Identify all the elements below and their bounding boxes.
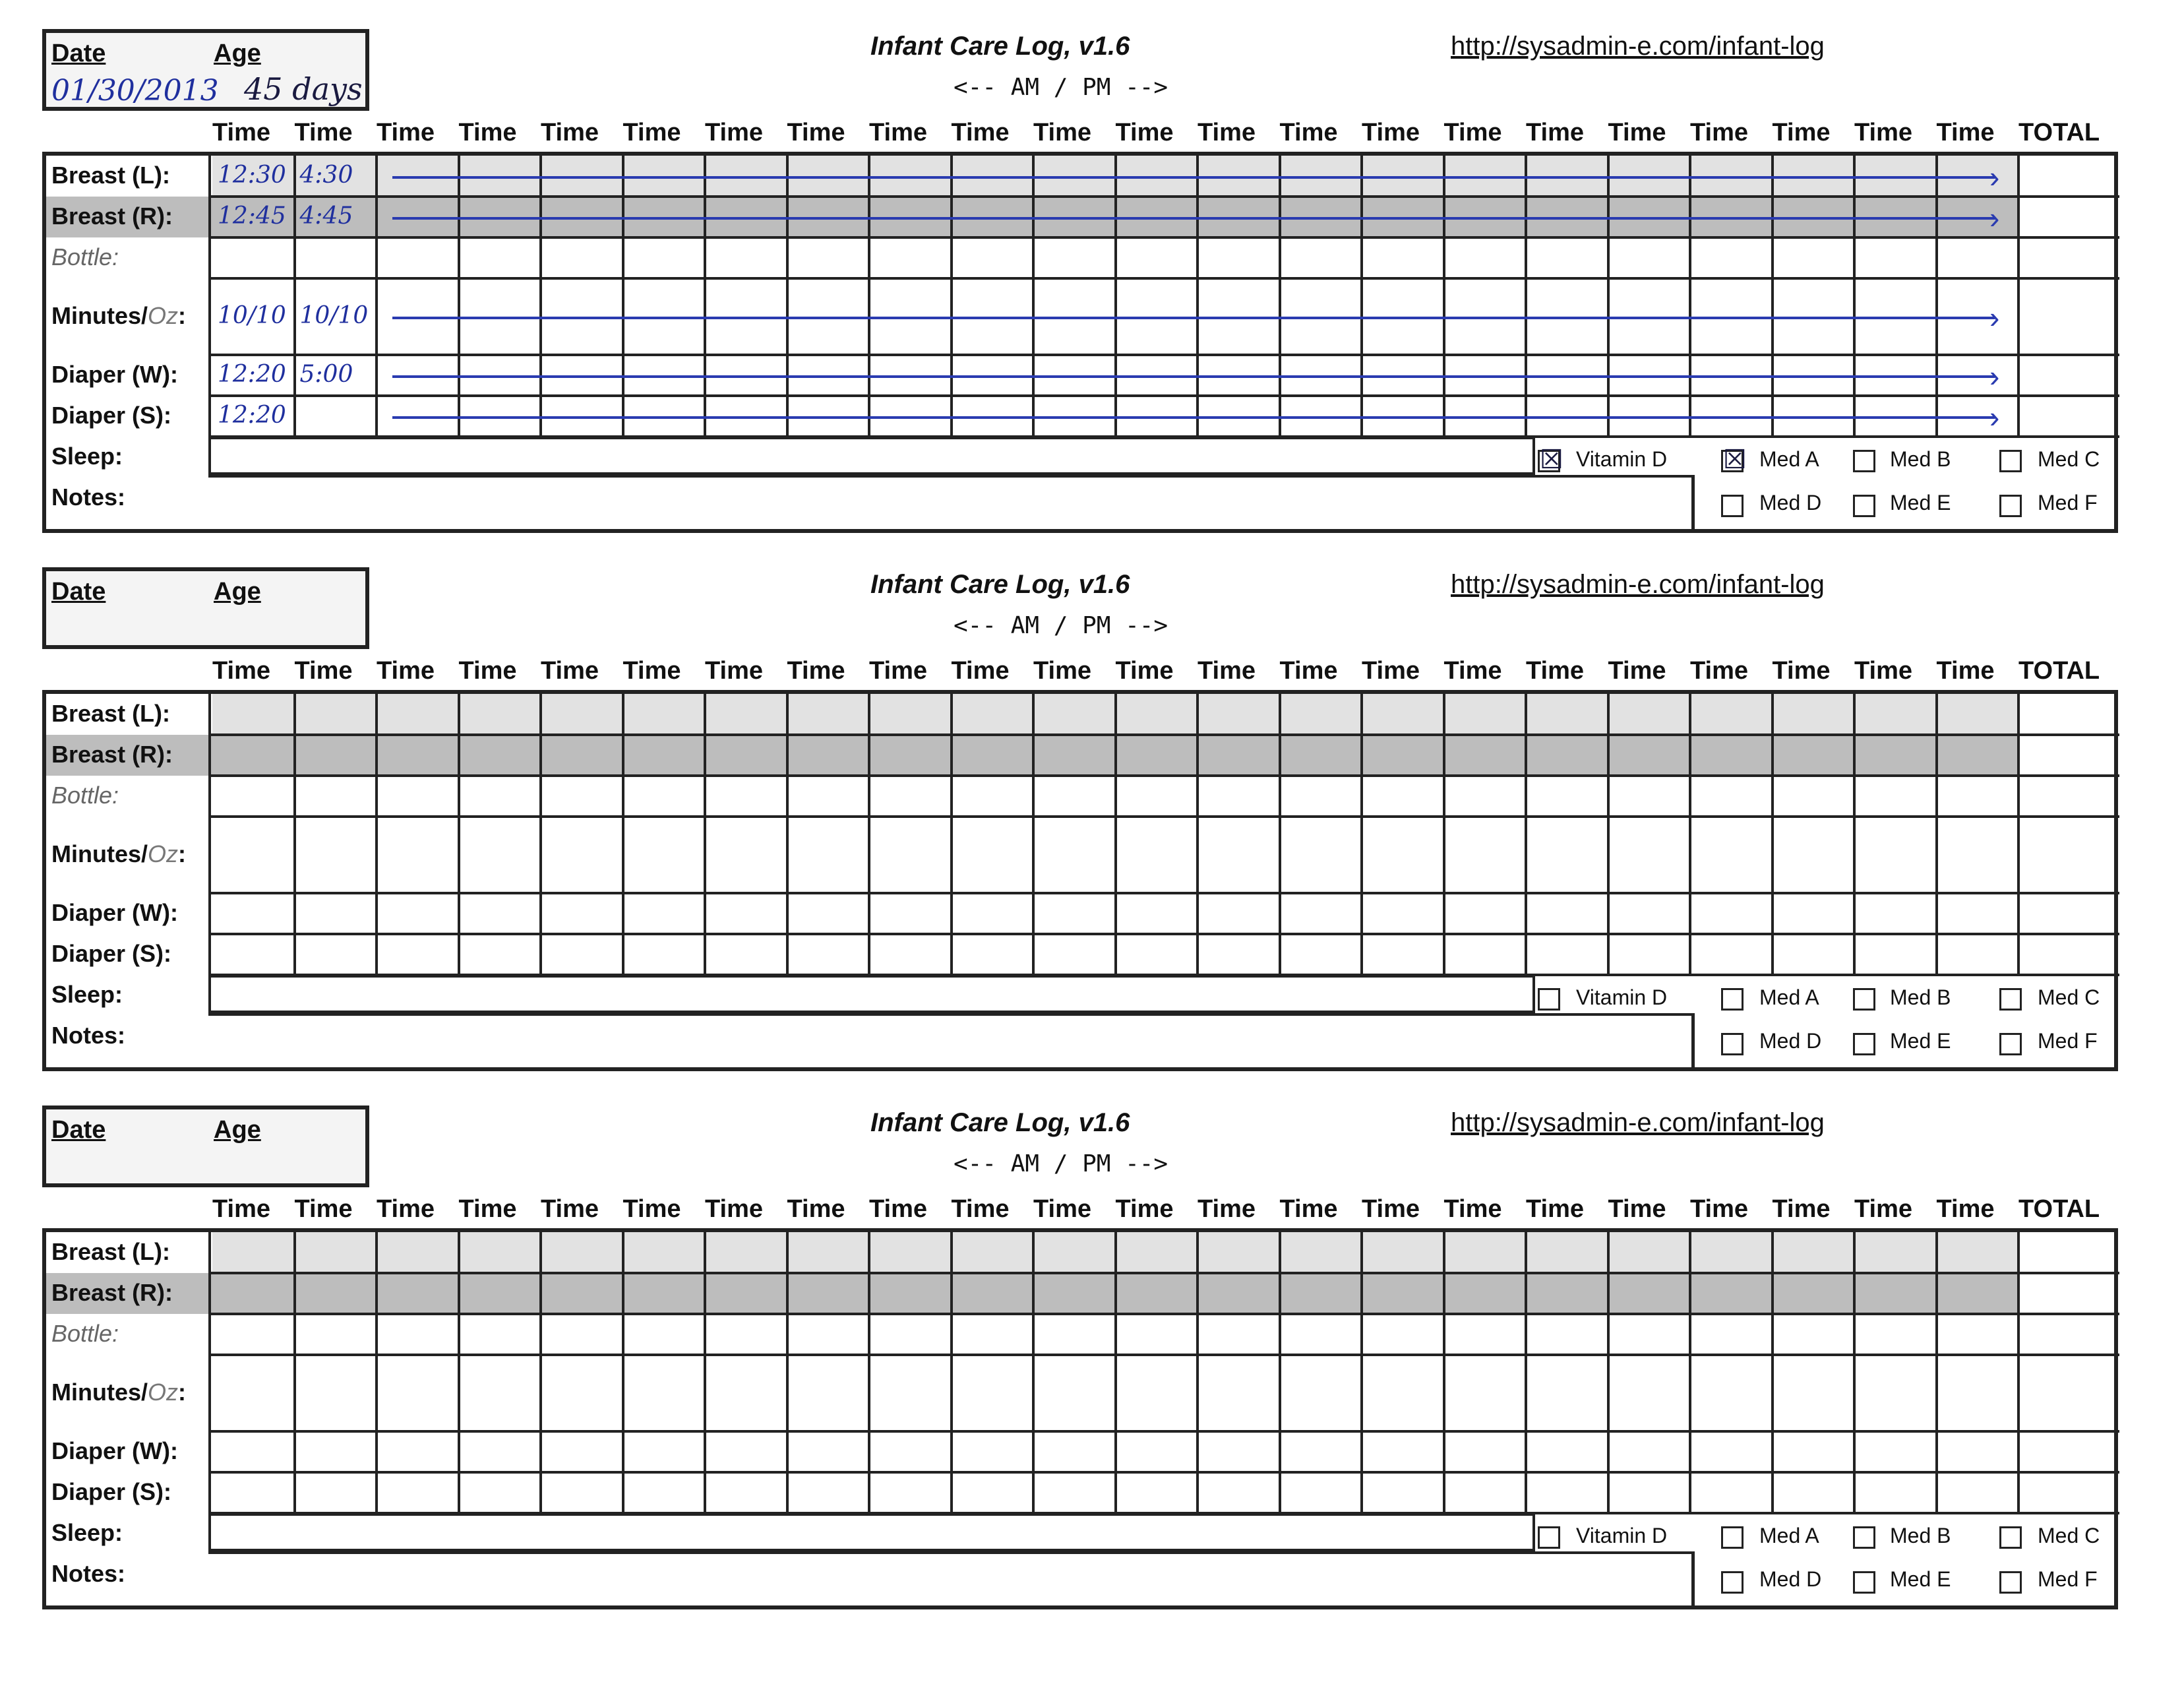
row-label-minutes: Minutes/Oz:	[51, 840, 187, 867]
med-label: Med A	[1759, 985, 1819, 1009]
time-column-header: Time	[377, 657, 435, 685]
grid-row-divider	[210, 733, 2119, 736]
time-column-divider	[1853, 156, 1856, 437]
time-column-header: Time	[869, 657, 928, 685]
time-column-header: Time	[1690, 1195, 1749, 1223]
log-grid	[42, 152, 2118, 533]
row-label-breast-l: Breast (L):	[51, 162, 171, 189]
med-label: Vitamin D	[1576, 447, 1668, 471]
med-label: Med B	[1890, 985, 1951, 1009]
time-column-divider	[1935, 156, 1938, 437]
care-log-1	[0, 0, 2184, 541]
total-column-header: TOTAL	[2018, 1195, 2100, 1223]
med-label: Med C	[2038, 447, 2100, 471]
time-column-divider	[375, 156, 378, 437]
row-label-breast-r: Breast (R):	[51, 741, 173, 768]
time-column-header: Time	[377, 1195, 435, 1223]
time-column-divider	[1114, 694, 1117, 975]
time-column-divider	[868, 156, 870, 437]
time-column-header: Time	[705, 119, 764, 146]
time-column-header: Time	[1033, 119, 1092, 146]
row-label-notes: Notes:	[51, 1022, 126, 1049]
time-column-header: Time	[1198, 1195, 1256, 1223]
time-column-header: Time	[1936, 657, 1995, 685]
row-label-diaper-w: Diaper (W):	[51, 899, 178, 926]
entry-diaper-w[interactable]: 12:20	[218, 361, 286, 388]
checkbox-med-b[interactable]	[1853, 450, 1875, 472]
time-column-header: Time	[1362, 657, 1420, 685]
row-label-bottle: Bottle:	[51, 1320, 119, 1347]
grid-row-divider	[210, 774, 2119, 777]
row-label-breast-r: Breast (R):	[51, 1279, 173, 1306]
time-column-divider	[1114, 1232, 1117, 1513]
time-column-header: Time	[705, 657, 764, 685]
time-column-divider	[539, 1232, 542, 1513]
med-label: Med D	[1759, 1029, 1822, 1053]
time-column-divider	[622, 1232, 624, 1513]
time-column-header: Time	[1690, 119, 1749, 146]
time-column-header: Time	[1772, 1195, 1831, 1223]
time-column-divider	[375, 694, 378, 975]
entry-diaper-s[interactable]: 12:20	[218, 402, 286, 429]
time-column-divider	[1525, 694, 1527, 975]
time-column-header: Time	[869, 1195, 928, 1223]
time-column-header: Time	[541, 1195, 599, 1223]
time-column-divider	[1935, 694, 1938, 975]
entry-minutes[interactable]: 10/10	[299, 302, 369, 329]
checkbox-vitamin-d[interactable]	[1538, 988, 1560, 1011]
continuation-line	[392, 416, 1995, 419]
med-label: Med F	[2038, 1567, 2098, 1591]
time-column-divider	[1279, 1232, 1281, 1513]
time-column-header: Time	[294, 119, 353, 146]
notes-input[interactable]	[208, 1551, 1695, 1605]
time-column-divider	[704, 694, 706, 975]
checkbox-med-d[interactable]	[1721, 1571, 1744, 1594]
time-column-header: Time	[622, 1195, 681, 1223]
checkbox-med-b[interactable]	[1853, 988, 1875, 1011]
sleep-input[interactable]	[208, 437, 1535, 475]
med-label: Med C	[2038, 1524, 2100, 1547]
time-column-header: Time	[541, 119, 599, 146]
time-column-divider	[1196, 694, 1199, 975]
time-column-header: Time	[1772, 657, 1831, 685]
checkbox-med-a[interactable]	[1721, 1526, 1744, 1549]
time-column-header: Time	[212, 1195, 271, 1223]
entry-breast-r[interactable]: 4:45	[299, 202, 353, 230]
arrow-right-icon: ›	[1989, 201, 2000, 235]
row-label-breast-l: Breast (L):	[51, 1238, 171, 1265]
time-column-divider	[704, 156, 706, 437]
time-column-divider	[293, 1232, 296, 1513]
time-column-header: Time	[622, 657, 681, 685]
care-log-2	[0, 538, 2184, 1079]
grid-row-divider	[210, 1313, 2119, 1315]
grid-row-divider	[210, 1430, 2119, 1433]
continuation-line	[392, 176, 1995, 179]
row-label-notes: Notes:	[51, 483, 126, 511]
time-column-divider	[1443, 156, 1445, 437]
notes-input[interactable]	[208, 1013, 1695, 1067]
time-column-divider	[1360, 1232, 1363, 1513]
time-column-divider	[1279, 156, 1281, 437]
entry-breast-r[interactable]: 12:45	[218, 202, 286, 230]
check-mark-icon: ☒	[1540, 445, 1563, 474]
time-column-header: Time	[951, 119, 1010, 146]
time-column-header: Time	[294, 657, 353, 685]
arrow-right-icon: ›	[1989, 160, 2000, 194]
am-pm-indicator: <-- AM / PM -->	[954, 74, 1168, 101]
arrow-right-icon: ›	[1989, 359, 2000, 393]
oz-label: Oz	[148, 1379, 179, 1406]
grid-row-divider	[210, 236, 2119, 239]
med-label: Med C	[2038, 985, 2100, 1009]
row-label-breast-l: Breast (L):	[51, 700, 171, 727]
time-column-divider	[293, 694, 296, 975]
time-column-divider	[1607, 1232, 1610, 1513]
checkbox-med-f[interactable]	[1999, 1033, 2022, 1055]
time-column-header: Time	[1198, 119, 1256, 146]
date-value[interactable]: 01/30/2013	[51, 74, 219, 108]
med-label: Med A	[1759, 1524, 1819, 1547]
time-column-header: Time	[212, 657, 271, 685]
time-column-divider	[1196, 156, 1199, 437]
time-column-divider	[1360, 694, 1363, 975]
time-column-header: Time	[458, 1195, 517, 1223]
med-label: Med D	[1759, 1567, 1822, 1591]
time-column-header: Time	[458, 657, 517, 685]
time-column-header: Time	[1033, 1195, 1092, 1223]
checkbox-med-f[interactable]	[1999, 495, 2022, 517]
log-title: Infant Care Log, v1.6	[870, 32, 1130, 61]
row-label-bottle: Bottle:	[51, 243, 119, 270]
time-column-header: Time	[1033, 657, 1092, 685]
grid-row-divider	[210, 277, 2119, 280]
time-column-divider	[1032, 694, 1035, 975]
time-column-header: Time	[541, 657, 599, 685]
grid-row-divider	[210, 394, 2119, 397]
continuation-line	[392, 375, 1995, 378]
time-column-header: Time	[1115, 119, 1174, 146]
time-column-header: Time	[951, 657, 1010, 685]
time-column-divider	[1360, 156, 1363, 437]
time-column-header: Time	[458, 119, 517, 146]
checkbox-med-e[interactable]	[1853, 495, 1875, 517]
row-label-diaper-s: Diaper (S):	[51, 940, 172, 967]
sleep-input[interactable]	[208, 975, 1535, 1013]
time-column-header: Time	[212, 119, 271, 146]
check-mark-icon: ☒	[1723, 445, 1747, 474]
oz-label: Oz	[148, 302, 179, 329]
date-label: Date	[51, 40, 106, 67]
time-column-divider	[1032, 156, 1035, 437]
time-column-header: Time	[705, 1195, 764, 1223]
entry-minutes[interactable]: 10/10	[218, 302, 286, 329]
checkbox-med-e[interactable]	[1853, 1571, 1875, 1594]
time-column-header: Time	[1443, 657, 1502, 685]
time-column-header: Time	[622, 119, 681, 146]
grid-row-divider	[210, 815, 2119, 818]
time-column-divider	[1771, 694, 1774, 975]
grid-row-divider	[210, 1471, 2119, 1474]
time-column-divider	[868, 694, 870, 975]
time-column-header: Time	[1362, 119, 1420, 146]
time-column-header: Time	[1854, 1195, 1913, 1223]
age-label: Age	[214, 578, 261, 606]
grid-row-divider	[210, 933, 2119, 935]
grid-row-divider	[210, 892, 2119, 894]
time-column-header: Time	[1279, 657, 1338, 685]
time-column-header: Time	[787, 1195, 845, 1223]
time-column-divider	[1771, 1232, 1774, 1513]
total-column-border	[2017, 694, 2020, 975]
total-column-header: TOTAL	[2018, 119, 2100, 146]
time-column-divider	[704, 1232, 706, 1513]
checkbox-med-f[interactable]	[1999, 1571, 2022, 1594]
med-label: Med F	[2038, 1029, 2098, 1053]
row-label-diaper-w: Diaper (W):	[51, 1437, 178, 1464]
med-label: Med D	[1759, 491, 1822, 514]
log-title: Infant Care Log, v1.6	[870, 570, 1130, 599]
arrow-right-icon: ›	[1989, 300, 2000, 334]
time-column-divider	[622, 156, 624, 437]
time-column-divider	[1689, 156, 1691, 437]
time-column-divider	[539, 694, 542, 975]
sleep-input[interactable]	[208, 1513, 1535, 1551]
time-column-divider	[375, 1232, 378, 1513]
time-column-header: Time	[1443, 119, 1502, 146]
checkbox-med-a[interactable]	[1721, 988, 1744, 1011]
time-column-divider	[1114, 156, 1117, 437]
time-column-header: Time	[377, 119, 435, 146]
time-column-divider	[622, 694, 624, 975]
time-column-header: Time	[1279, 119, 1338, 146]
grid-row-divider	[210, 195, 2119, 198]
time-column-divider	[1525, 1232, 1527, 1513]
time-column-divider	[1443, 1232, 1445, 1513]
total-column-border	[2017, 1232, 2020, 1513]
med-label: Vitamin D	[1576, 1524, 1668, 1547]
date-age-box	[42, 1106, 369, 1187]
row-label-diaper-w: Diaper (W):	[51, 361, 178, 388]
total-column-header: TOTAL	[2018, 657, 2100, 685]
date-label: Date	[51, 1116, 106, 1144]
time-column-header: Time	[1443, 1195, 1502, 1223]
age-label: Age	[214, 1116, 261, 1144]
time-column-divider	[458, 1232, 460, 1513]
med-label: Med E	[1890, 1029, 1951, 1053]
time-column-header: Time	[1279, 1195, 1338, 1223]
continuation-line	[392, 217, 1995, 220]
time-column-header: Time	[1198, 657, 1256, 685]
row-label-sleep: Sleep:	[51, 443, 123, 470]
checkbox-med-c[interactable]	[1999, 450, 2022, 472]
grid-row-divider	[210, 1354, 2119, 1356]
log-grid	[42, 1228, 2118, 1609]
checkbox-med-e[interactable]	[1853, 1033, 1875, 1055]
date-label: Date	[51, 578, 106, 606]
med-label: Med A	[1759, 447, 1819, 471]
log-url-link[interactable]: http://sysadmin-e.com/infant-log	[1451, 32, 1825, 61]
time-column-header: Time	[787, 657, 845, 685]
checkbox-med-c[interactable]	[1999, 988, 2022, 1011]
checkbox-med-a[interactable]	[1721, 445, 1747, 474]
continuation-line	[392, 317, 1995, 319]
time-column-header: Time	[1526, 119, 1585, 146]
time-column-divider	[786, 694, 789, 975]
date-age-box	[42, 567, 369, 649]
log-grid	[42, 690, 2118, 1071]
checkbox-med-d[interactable]	[1721, 495, 1744, 517]
log-title: Infant Care Log, v1.6	[870, 1108, 1130, 1137]
total-column-border	[2017, 156, 2020, 437]
log-url-link[interactable]: http://sysadmin-e.com/infant-log	[1451, 1108, 1825, 1137]
time-column-header: Time	[1936, 119, 1995, 146]
time-column-divider	[1032, 1232, 1035, 1513]
care-log-3	[0, 1076, 2184, 1617]
time-column-header: Time	[1115, 657, 1174, 685]
time-column-divider	[1935, 1232, 1938, 1513]
med-label: Vitamin D	[1576, 985, 1668, 1009]
time-column-header: Time	[1854, 657, 1913, 685]
time-column-divider	[1525, 156, 1527, 437]
time-column-divider	[1443, 694, 1445, 975]
time-column-divider	[950, 694, 953, 975]
grid-row-divider	[210, 354, 2119, 356]
time-column-divider	[1689, 1232, 1691, 1513]
time-column-divider	[1607, 694, 1610, 975]
row-label-minutes: Minutes/Oz:	[51, 1379, 187, 1406]
row-label-bottle: Bottle:	[51, 782, 119, 809]
grid-row-divider	[210, 1272, 2119, 1274]
time-column-header: Time	[787, 119, 845, 146]
checkbox-vitamin-d[interactable]	[1538, 445, 1563, 474]
age-value[interactable]: 45 days	[244, 71, 363, 107]
time-column-header: Time	[1690, 657, 1749, 685]
time-column-divider	[1689, 694, 1691, 975]
time-column-header: Time	[1608, 1195, 1666, 1223]
time-column-header: Time	[294, 1195, 353, 1223]
time-column-divider	[1771, 156, 1774, 437]
time-column-header: Time	[869, 119, 928, 146]
time-column-divider	[868, 1232, 870, 1513]
time-column-divider	[786, 1232, 789, 1513]
notes-input[interactable]	[208, 475, 1695, 529]
age-label: Age	[214, 40, 261, 67]
row-label-diaper-s: Diaper (S):	[51, 1478, 172, 1505]
med-label: Med E	[1890, 491, 1951, 514]
entry-diaper-w[interactable]: 5:00	[299, 361, 353, 388]
row-label-sleep: Sleep:	[51, 1519, 123, 1546]
time-column-header: Time	[1608, 657, 1666, 685]
am-pm-indicator: <-- AM / PM -->	[954, 612, 1168, 639]
time-column-divider	[950, 1232, 953, 1513]
date-age-box	[42, 29, 369, 111]
time-column-header: Time	[1608, 119, 1666, 146]
checkbox-vitamin-d[interactable]	[1538, 1526, 1560, 1549]
med-label: Med B	[1890, 447, 1951, 471]
checkbox-med-b[interactable]	[1853, 1526, 1875, 1549]
time-column-header: Time	[1526, 1195, 1585, 1223]
time-column-divider	[1853, 1232, 1856, 1513]
log-url-link[interactable]: http://sysadmin-e.com/infant-log	[1451, 570, 1825, 599]
med-label: Med B	[1890, 1524, 1951, 1547]
time-column-header: Time	[1854, 119, 1913, 146]
oz-label: Oz	[148, 840, 179, 867]
time-column-header: Time	[951, 1195, 1010, 1223]
checkbox-med-c[interactable]	[1999, 1526, 2022, 1549]
entry-breast-l[interactable]: 4:30	[299, 162, 353, 189]
time-column-divider	[1607, 156, 1610, 437]
row-label-minutes: Minutes/Oz:	[51, 302, 187, 329]
time-column-divider	[1196, 1232, 1199, 1513]
time-column-divider	[293, 156, 296, 437]
med-label: Med E	[1890, 1567, 1951, 1591]
arrow-right-icon: ›	[1989, 400, 2000, 434]
med-label: Med F	[2038, 491, 2098, 514]
time-column-header: Time	[1362, 1195, 1420, 1223]
row-label-notes: Notes:	[51, 1560, 126, 1587]
row-label-sleep: Sleep:	[51, 981, 123, 1008]
time-column-divider	[786, 156, 789, 437]
time-column-divider	[458, 156, 460, 437]
time-column-header: Time	[1115, 1195, 1174, 1223]
am-pm-indicator: <-- AM / PM -->	[954, 1150, 1168, 1177]
time-column-header: Time	[1772, 119, 1831, 146]
time-column-divider	[539, 156, 542, 437]
time-column-header: Time	[1526, 657, 1585, 685]
entry-breast-l[interactable]: 12:30	[218, 162, 286, 189]
time-column-divider	[1279, 694, 1281, 975]
row-label-diaper-s: Diaper (S):	[51, 402, 172, 429]
row-label-breast-r: Breast (R):	[51, 202, 173, 230]
checkbox-med-d[interactable]	[1721, 1033, 1744, 1055]
time-column-header: Time	[1936, 1195, 1995, 1223]
time-column-divider	[1853, 694, 1856, 975]
time-column-divider	[458, 694, 460, 975]
time-column-divider	[950, 156, 953, 437]
